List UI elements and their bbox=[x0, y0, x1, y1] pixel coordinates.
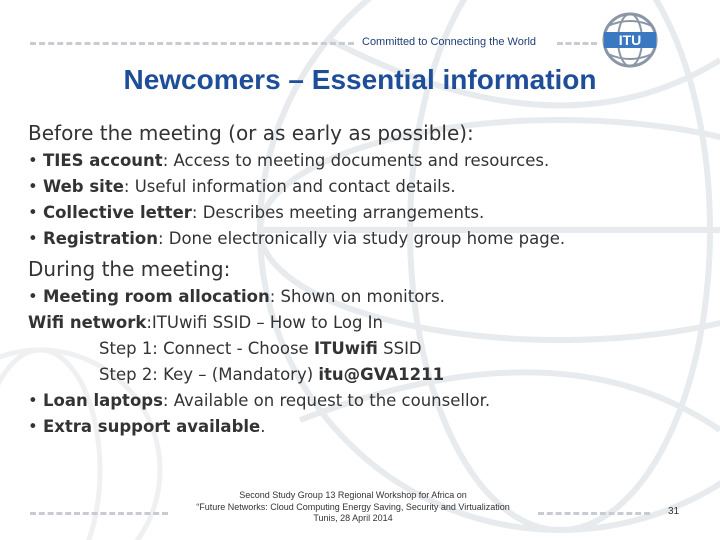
wifi-step-2: Step 2: Key – (Mandatory) itu@GVA1211 bbox=[99, 365, 445, 384]
header-tagline: Committed to Connecting the World bbox=[362, 36, 537, 48]
list-item-wifi: Wifi network:ITUwifi SSID – How to Log In bbox=[28, 313, 384, 332]
before-meeting-heading: Before the meeting (or as early as possible): bbox=[28, 121, 474, 145]
itu-logo-icon bbox=[598, 8, 662, 72]
list-item-loan-laptops: • Loan laptops: Available on request to the counsellor. bbox=[28, 391, 491, 410]
footer-line-3: Tunis, 28 April 2014 bbox=[313, 513, 393, 523]
page-title: Newcomers – Essential information bbox=[123, 64, 597, 95]
list-item: • TIES account: Access to meeting documents and resources. bbox=[28, 151, 550, 170]
list-item: • Web site: Useful information and contact details. bbox=[28, 177, 456, 196]
page-number: 31 bbox=[668, 506, 680, 517]
footer-event-info bbox=[170, 490, 536, 525]
header-divider-right bbox=[557, 42, 597, 45]
slide-content bbox=[28, 118, 718, 440]
footer-divider-right bbox=[538, 512, 650, 515]
footer-line-1: Second Study Group 13 Regional Workshop for Africa on bbox=[239, 490, 467, 500]
list-item: • Registration: Done electronically via study group home page. bbox=[28, 229, 566, 248]
list-item: • Collective letter: Describes meeting arrangements. bbox=[28, 203, 485, 222]
logo-text: ITU bbox=[618, 32, 642, 48]
list-item-extra-support: • Extra support available. bbox=[28, 417, 266, 436]
header-divider-left bbox=[30, 42, 354, 45]
footer-line-2: “Future Networks: Cloud Computing Energy Saving, Security and Virtualization bbox=[196, 501, 510, 512]
during-meeting-heading: During the meeting: bbox=[28, 257, 231, 281]
footer-divider-left bbox=[30, 512, 168, 515]
list-item-meeting-room: • Meeting room allocation: Shown on monitors. bbox=[28, 287, 445, 306]
wifi-step-1: Step 1: Connect - Choose ITUwifi SSID bbox=[99, 339, 422, 358]
